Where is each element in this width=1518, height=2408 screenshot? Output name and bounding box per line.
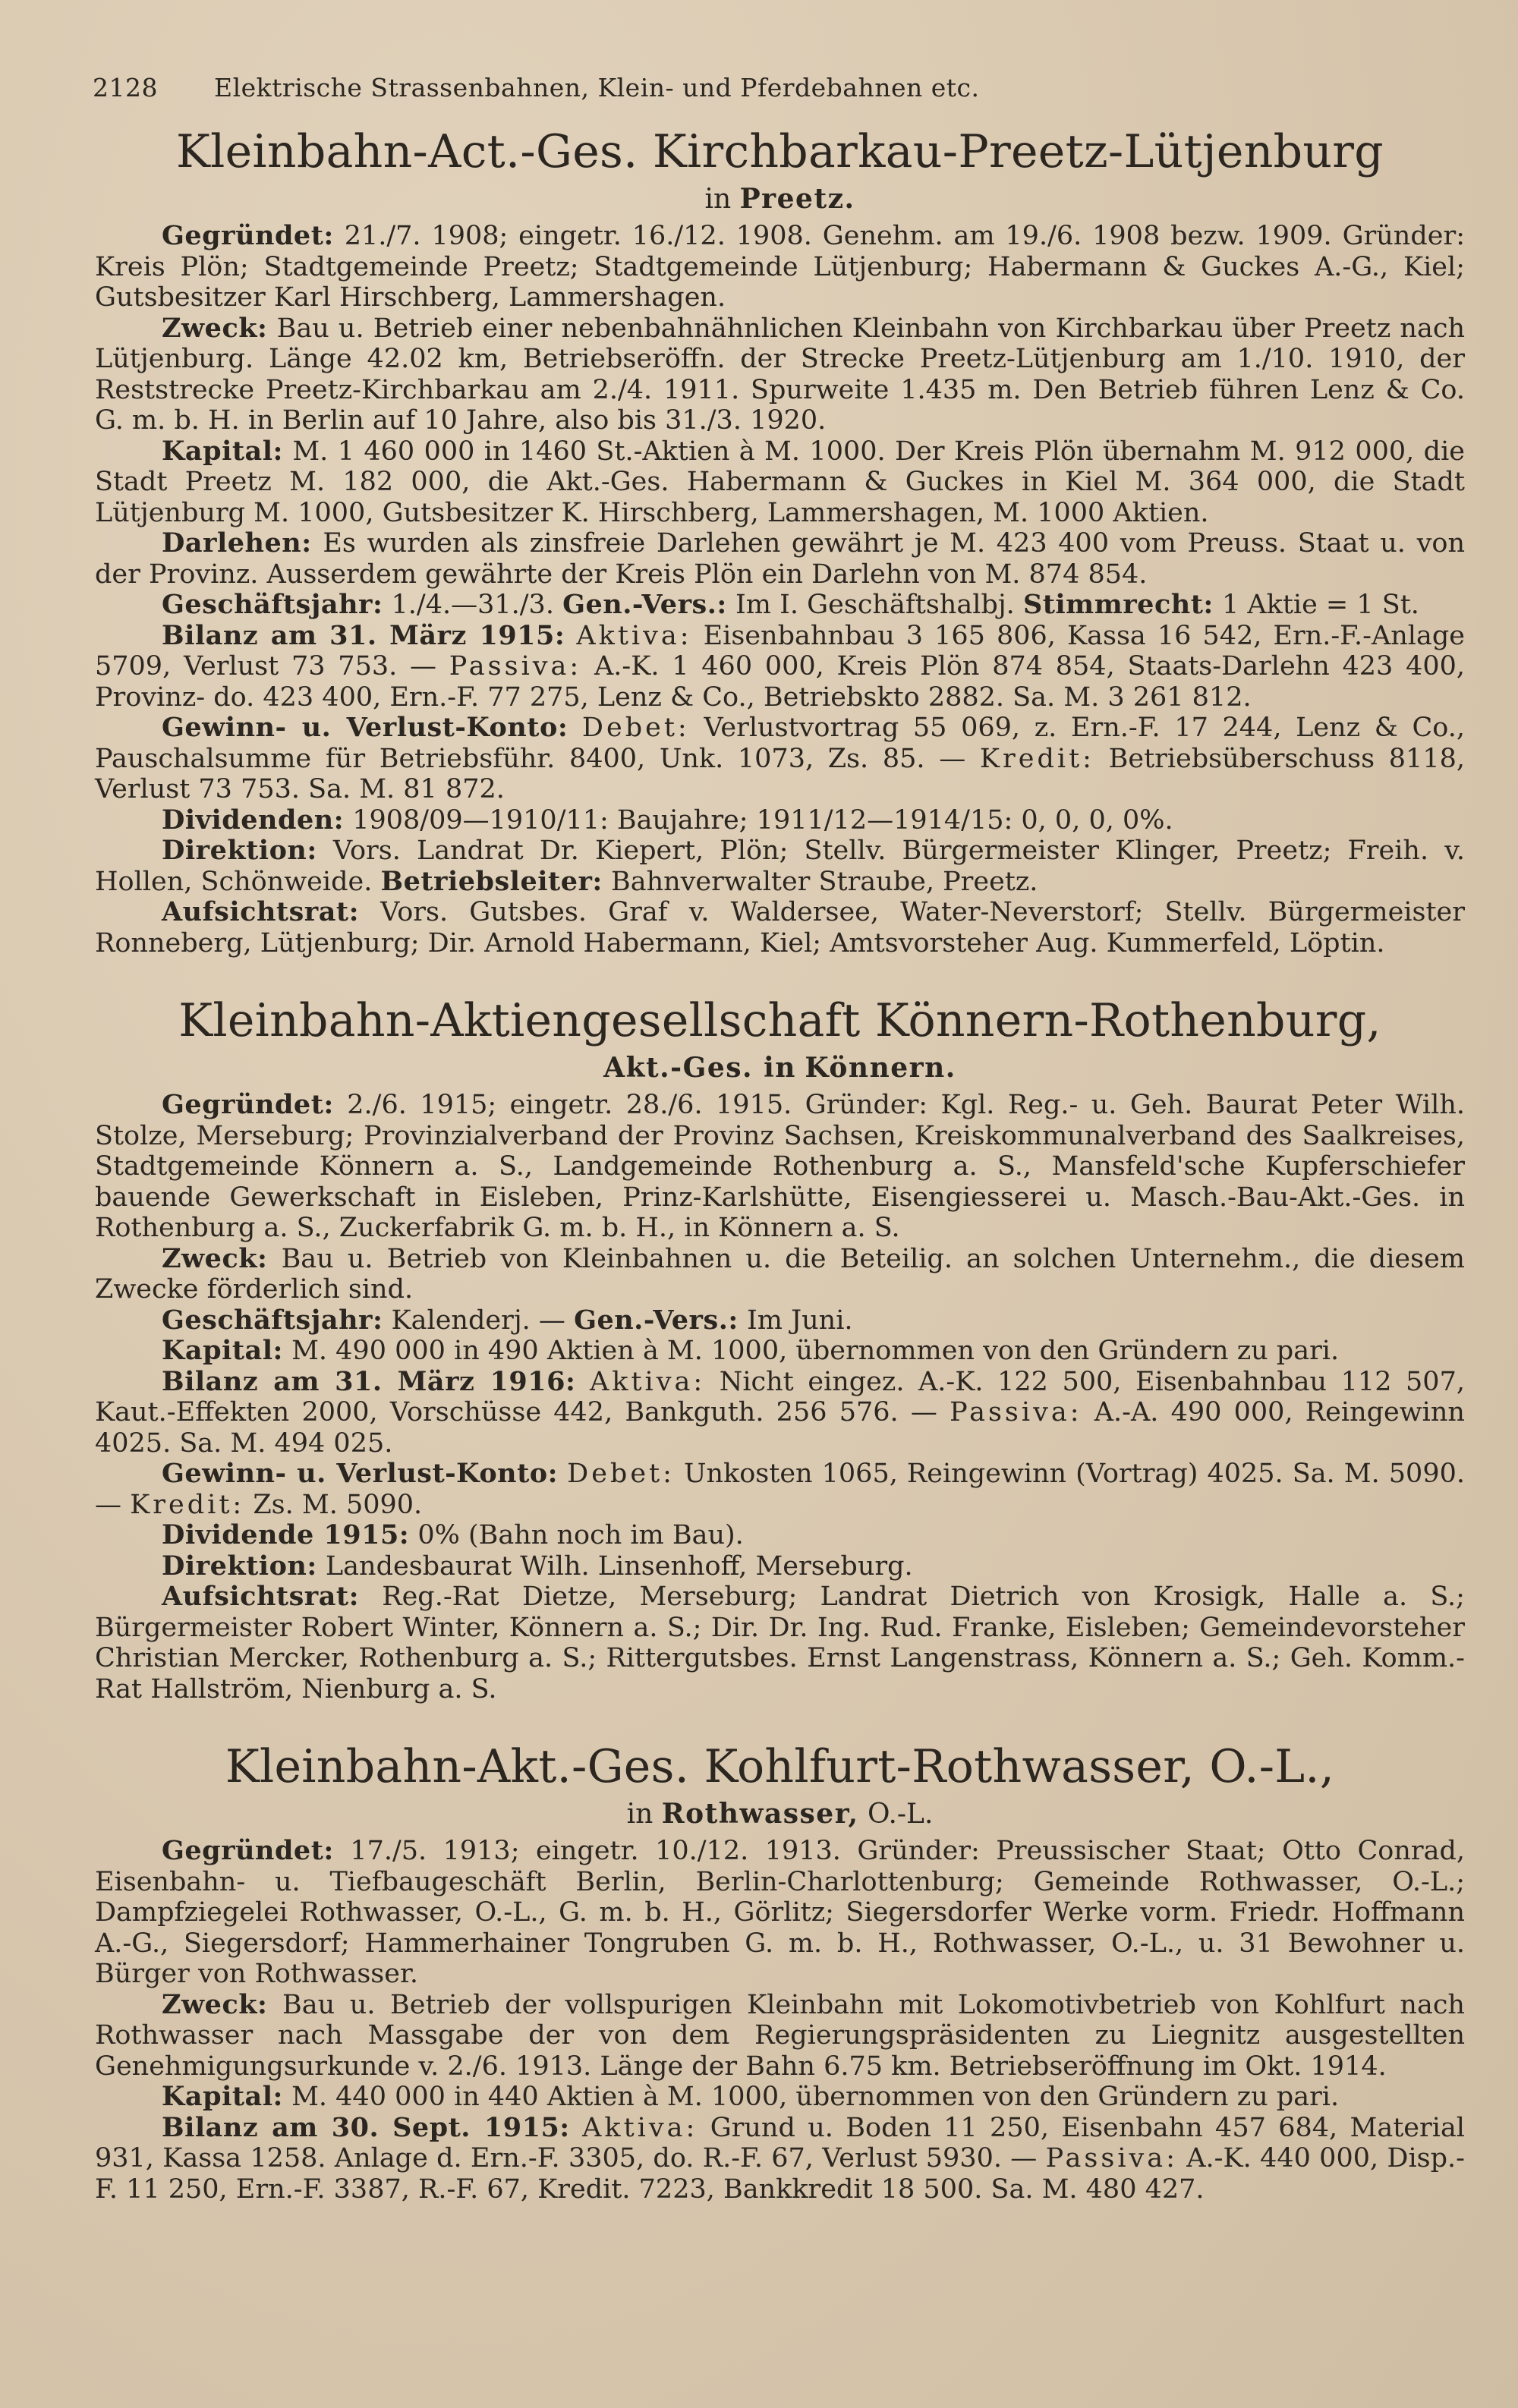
founding-paragraph: Gegründet: 2./6. 1915; eingetr. 28./6. 1915. Gründer: Kgl. Reg.- u. Geh. Baurat Peter Wilh. Stolze, Merseburg; Provinzialverband der Provinz Sachsen, Kreiskommunalverband des Saalkreises, Stadtgemeinde Könnern a. S., Landgemeinde Rothenburg a. S., Mansfeld'sche Kupferschiefer bauende Gewerkschaft in Eisleben, Prinz-Karlshütte, Eisengiesserei u. Masch.-Bau-Akt.-Ges. in Rothenburg a. S., Zuckerfabrik G. m. b. H., in Könnern a. S. xyxy=(95,1089,1465,1243)
board-paragraph: Direktion: Vors. Landrat Dr. Kiepert, Plön; Stellv. Bürgermeister Klinger, Preetz; Freih. v. Hollen, Schönweide. Betriebsleiter: Bahnverwalter Straube, Preetz. xyxy=(95,835,1465,897)
page-number: 2128 xyxy=(93,73,158,102)
company-entry-kirchbarkau xyxy=(95,121,1465,958)
company-entry-koennern xyxy=(95,990,1465,1704)
dividend-paragraph: Dividende 1915: 0% (Bahn noch im Bau). xyxy=(162,1519,744,1550)
fiscal-year-paragraph: Geschäftsjahr: 1./4.—31./3. Gen.-Vers.: Im I. Geschäftshalbj. Stimmrecht: 1 Aktie = 1 St. xyxy=(162,589,1419,620)
profit-loss-paragraph: Gewinn- u. Verlust-Konto: Debet: Verlustvortrag 55 069, z. Ern.-F. 17 244, Lenz & Co., Pauschalsumme für Betriebsführ. 8400, Unk. 1073, Zs. 85. — Kredit: Betriebsüberschuss 8118, Verlust 73 753. Sa. M. 81 872. xyxy=(95,712,1465,804)
balance-sheet-paragraph: Bilanz am 31. März 1915: Aktiva: Eisenbahnbau 3 165 806, Kassa 16 542, Ern.-F.-Anlage 5709, Verlust 73 753. — Passiva: A.-K. 1 460 000, Kreis Plön 874 854, Staats-Darlehn 423 400, Provinz- do. 423 400, Ern.-F. 77 275, Lenz & Co., Betriebskto 2882. Sa. M. 3 261 812. xyxy=(95,619,1466,713)
company-city: Preetz. xyxy=(739,183,855,215)
capital-paragraph: Kapital: M. 1 460 000 in 1460 St.-Aktien à M. 1000. Der Kreis Plön übernahm M. 912 000, die Stadt Preetz M. 182 000, die Akt.-Ges. Habermann & Guckes in Kiel M. 364 000, die Stadt Lütjenburg M. 1000, Gutsbesitzer K. Hirschberg, Lammershagen, M. 1000 Aktien. xyxy=(95,435,1465,528)
fiscal-year-paragraph: Geschäftsjahr: Kalenderj. — Gen.-Vers.: Im Juni. xyxy=(162,1304,853,1336)
loans-paragraph: Darlehen: Es wurden als zinsfreie Darlehen gewährt je M. 423 400 vom Preuss. Staat u. von der Provinz. Ausserdem gewährte der Kreis Plön ein Darlehn von M. 874 854. xyxy=(95,527,1465,590)
balance-sheet-paragraph: Bilanz am 31. März 1916: Aktiva: Nicht eingez. A.-K. 122 500, Eisenbahnbau 112 507, Kaut.-Effekten 2000, Vorschüsse 442, Bankguth. 256 576. — Passiva: A.-A. 490 000, Reingewinn 4025. Sa. M. 494 025. xyxy=(95,1365,1465,1459)
founding-paragraph: Gegründet: 21./7. 1908; eingetr. 16./12. 1908. Genehm. am 19./6. 1908 bezw. 1909. Gründer: Kreis Plön; Stadtgemeinde Preetz; Stadtgemeinde Lütjenburg; Habermann & Guckes A.-G., Kiel; Gutsbesitzer Karl Hirschberg, Lammershagen. xyxy=(95,220,1465,313)
purpose-paragraph: Zweck: Bau u. Betrieb der vollspurigen Kleinbahn mit Lokomotivbetrieb von Kohlfurt nach Rothwasser nach Massgabe der von dem Regierungspräsidenten zu Liegnitz ausgestellten Genehmigungsurkunde v. 2./6. 1913. Länge der Bahn 6.75 km. Betriebseröffnung im Okt. 1914. xyxy=(95,1988,1465,2082)
supervisory-board-paragraph: Aufsichtsrat: Reg.-Rat Dietze, Merseburg; Landrat Dietrich von Krosigk, Halle a. S.; Bürgermeister Robert Winter, Könnern a. S.; Dir. Dr. Ing. Rud. Franke, Eisleben; Gemeindevorsteher Christian Mercker, Rothenburg a. S.; Rittergutsbes. Ernst Langenstrass, Könnern a. S.; Geh. Komm.-Rat Hallström, Nienburg a. S. xyxy=(95,1581,1465,1704)
founding-paragraph: Gegründet: 17./5. 1913; eingetr. 10./12. 1913. Gründer: Preussischer Staat; Otto Conrad, Eisenbahn- u. Tiefbaugeschäft Berlin, Berlin-Charlottenburg; Gemeinde Rothwasser, O.-L.; Dampfziegelei Rothwasser, O.-L., G. m. b. H., Görlitz; Siegersdorfer Werke vorm. Friedr. Hoffmann A.-G., Siegersdorf; Hammerhainer Tongruben G. m. b. H., Rothwasser, O.-L., u. 31 Bewohner u. Bürger von Rothwasser. xyxy=(95,1835,1465,1989)
dividends-paragraph: Dividenden: 1908/09—1910/11: Baujahre; 1911/12—1914/15: 0, 0, 0, 0%. xyxy=(162,804,1173,836)
balance-sheet-paragraph: Bilanz am 30. Sept. 1915: Aktiva: Grund u. Boden 11 250, Eisenbahn 457 684, Material 931, Kassa 1258. Anlage d. Ern.-F. 3305, do. R.-F. 67, Verlust 5930. — Passiva: A.-K. 440 000, Disp.-F. 11 250, Ern.-F. 3387, R.-F. 67, Kredit. 7223, Bankkredit 18 500. Sa. M. 480 427. xyxy=(95,2111,1466,2205)
company-title: Kleinbahn-Act.-Ges. Kirchbarkau-Preetz-Lütjenburg xyxy=(176,125,1384,178)
company-city: Rothwasser, xyxy=(661,1798,859,1830)
capital-paragraph: Kapital: M. 490 000 in 490 Aktien à M. 1000, übernommen von den Gründern zu pari. xyxy=(162,1335,1340,1366)
capital-paragraph: Kapital: M. 440 000 in 440 Aktien à M. 1000, übernommen von den Gründern zu pari. xyxy=(162,2081,1340,2112)
profit-loss-paragraph: Gewinn- u. Verlust-Konto: Debet: Unkosten 1065, Reingewinn (Vortrag) 4025. Sa. M. 5090. — Kredit: Zs. M. 5090. xyxy=(95,1458,1465,1520)
company-location: in Preetz. xyxy=(704,183,855,215)
company-title: Kleinbahn-Akt.-Ges. Kohlfurt-Rothwasser, O.-L., xyxy=(225,1740,1335,1793)
company-entry-kohlfurt xyxy=(95,1736,1465,2205)
company-location: Akt.-Ges. in Könnern. xyxy=(603,1052,956,1084)
supervisory-board-paragraph: Aufsichtsrat: Vors. Gutsbes. Graf v. Waldersee, Water-Neverstorf; Stellv. Bürgermeister Ronneberg, Lütjenburg; Dir. Arnold Habermann, Kiel; Amtsvorsteher Aug. Kummerfeld, Löptin. xyxy=(95,896,1465,958)
purpose-paragraph: Zweck: Bau u. Betrieb einer nebenbahnähnlichen Kleinbahn von Kirchbarkau über Preetz nach Lütjenburg. Länge 42.02 km, Betriebseröffn. der Strecke Preetz-Lütjenburg am 1./10. 1910, der Reststrecke Preetz-Kirchbarkau am 2./4. 1911. Spurweite 1.435 m. Den Betrieb führen Lenz & Co. G. m. b. H. in Berlin auf 10 Jahre, also bis 31./3. 1920. xyxy=(95,312,1465,436)
company-title: Kleinbahn-Aktiengesellschaft Könnern-Rothenburg, xyxy=(178,994,1381,1047)
company-location: in Rothwasser, O.-L. xyxy=(626,1798,934,1830)
purpose-paragraph: Zweck: Bau u. Betrieb von Kleinbahnen u. die Beteilig. an solchen Unternehm., die diesem Zwecke förderlich sind. xyxy=(95,1242,1465,1305)
running-head xyxy=(93,73,1459,102)
page-content xyxy=(95,121,1465,2205)
running-title: Elektrische Strassenbahnen, Klein- und Pferdebahnen etc. xyxy=(213,73,980,102)
board-paragraph: Direktion: Landesbaurat Wilh. Linsenhoff, Merseburg. xyxy=(162,1550,913,1582)
company-city: Könnern. xyxy=(805,1052,956,1084)
